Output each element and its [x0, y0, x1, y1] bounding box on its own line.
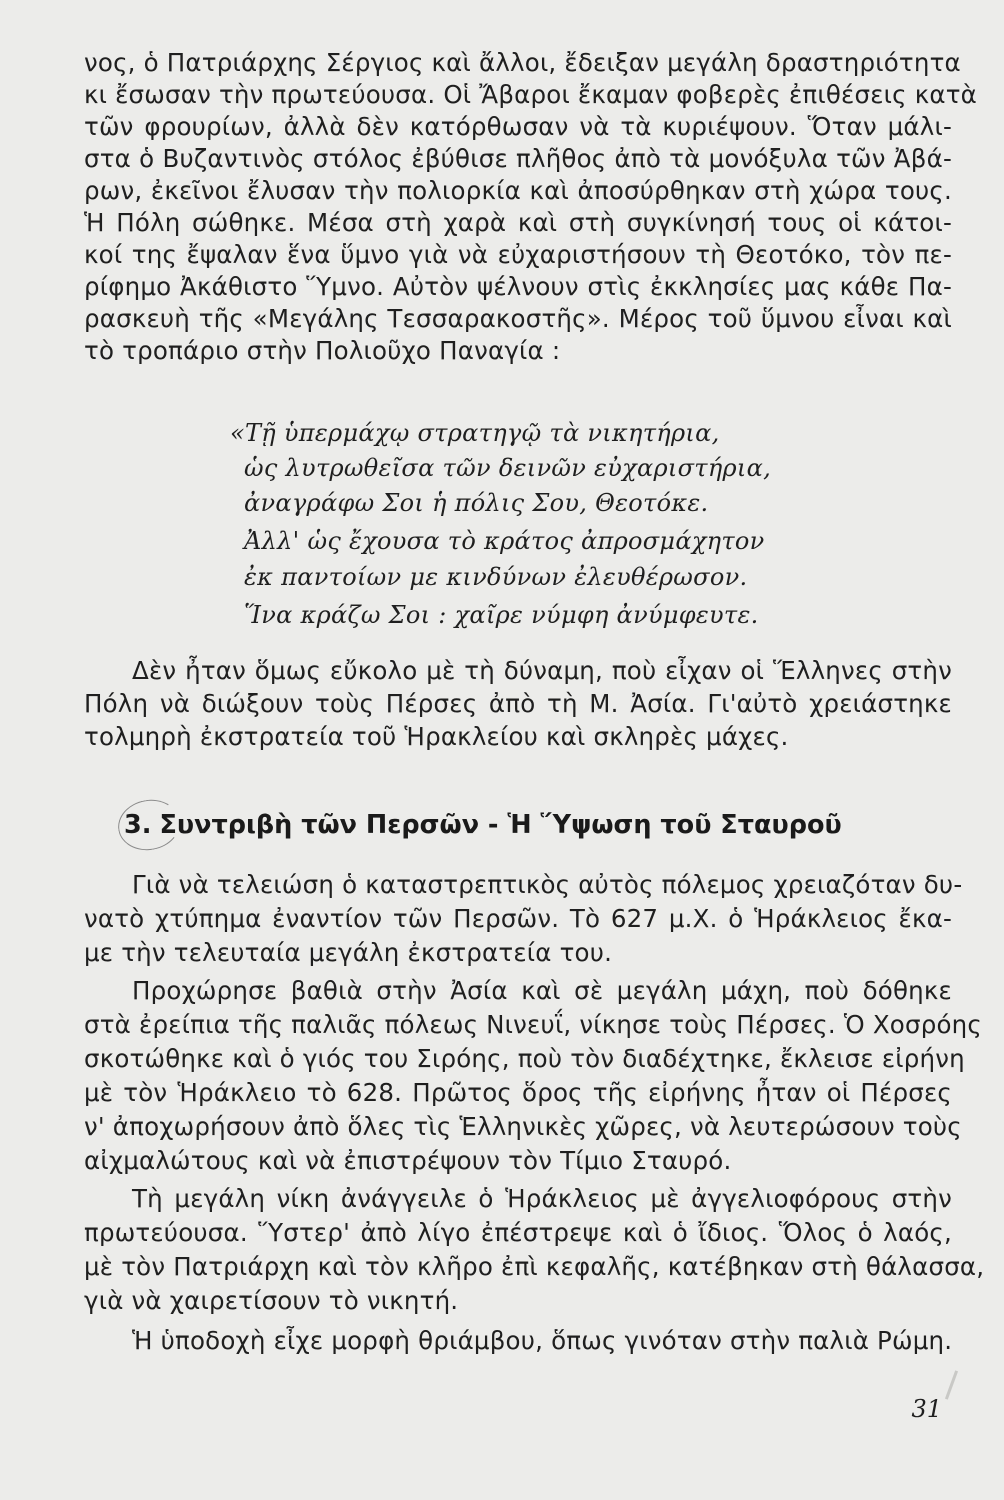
text-line: Δὲν ἦταν ὅμως εὔκολο μὲ τὴ δύναμη, ποὺ εἶχαν οἱ Ἕλληνες στὴν	[132, 656, 952, 685]
text-line: Τὴ μεγάλη νίκη ἀνάγγειλε ὁ Ἡράκλειος μὲ ἀγγελιοφόρους στὴν	[132, 1184, 952, 1213]
section-title: Συντριβὴ τῶν Περσῶν - Ἡ Ὕψωση τοῦ Σταυροῦ	[159, 810, 842, 840]
hymn-line: Ἵνα κράζω Σοι : χαῖρε νύμφη ἀνύμφευτε.	[244, 601, 759, 629]
text-line: ρασκευὴ τῆς «Μεγάλης Τεσσαρακοστῆς». Μέρος τοῦ ὕμνου εἶναι καὶ	[84, 304, 952, 333]
text-line: ν' ἀποχωρήσουν ἀπὸ ὅλες τὶς Ἑλληνικὲς χῶρες, νὰ λευτερώσουν τοὺς	[84, 1112, 962, 1141]
hymn-line: ἀναγράφω Σοι ἡ πόλις Σου, Θεοτόκε.	[244, 489, 709, 517]
section-heading	[124, 805, 842, 845]
text-line: ρίφημο Ἀκάθιστο Ὕμνο. Αὐτὸν ψέλνουν στὶς ἐκκλησίες μας κάθε Πα-	[84, 272, 952, 301]
text-line: τὸ τροπάριο στὴν Πολιοῦχο Παναγία :	[84, 336, 561, 365]
text-line: μὲ τὸν Πατριάρχη καὶ τὸν κλῆρο ἐπὶ κεφαλῆς, κατέβηκαν στὴ θάλασσα,	[84, 1252, 985, 1281]
hymn-line: ὡς λυτρωθεῖσα τῶν δεινῶν εὐχαριστήρια,	[244, 454, 772, 482]
section-number: 3.	[124, 810, 152, 840]
text-line: πρωτεύουσα. Ὕστερ' ἀπὸ λίγο ἐπέστρεψε καὶ ὁ ἴδιος. Ὅλος ὁ λαός,	[84, 1218, 952, 1247]
text-line: στὰ ἐρείπια τῆς παλιᾶς πόλεως Νινευΐ, νίκησε τοὺς Πέρσες. Ὁ Χοσρόης	[84, 1010, 982, 1039]
text-line: μὲ τὸν Ἡράκλειο τὸ 628. Πρῶτος ὅρος τῆς εἰρήνης ἦταν οἱ Πέρσες	[84, 1078, 952, 1107]
text-line: κοί της ἔψαλαν ἕνα ὕμνο γιὰ νὰ εὐχαριστήσουν τὴ Θεοτόκο, τὸν πε-	[84, 240, 952, 269]
hymn-line: Ἀλλ' ὡς ἔχουσα τὸ κράτος ἀπροσμάχητον	[244, 527, 765, 555]
text-line: στα ὁ Βυζαντινὸς στόλος ἐβύθισε πλῆθος ἀπὸ τὰ μονόξυλα τῶν Ἀβά-	[84, 144, 952, 173]
hymn-line: «Τῇ ὑπερμάχῳ στρατηγῷ τὰ νικητήρια,	[230, 419, 720, 447]
text-line: τολμηρὴ ἐκστρατεία τοῦ Ἡρακλείου καὶ σκληρὲς μάχες.	[84, 722, 789, 751]
text-line: Προχώρησε βαθιὰ στὴν Ἀσία καὶ σὲ μεγάλη μάχη, ποὺ δόθηκε	[132, 976, 952, 1005]
text-line: κι ἔσωσαν τὴν πρωτεύουσα. Οἱ Ἄβαροι ἔκαμαν φοβερὲς ἐπιθέσεις κατὰ	[84, 80, 977, 109]
hymn-line: ἐκ παντοίων με κινδύνων ἐλευθέρωσον.	[244, 563, 748, 591]
text-line: Γιὰ νὰ τελειώση ὁ καταστρεπτικὸς αὐτὸς πόλεμος χρειαζόταν δυ-	[132, 870, 963, 899]
page-number: 31	[911, 1395, 942, 1423]
text-line: Πόλη νὰ διώξουν τοὺς Πέρσες ἀπὸ τὴ Μ. Ἀσία. Γι'αὐτὸ χρειάστηκε	[84, 689, 952, 718]
text-line: αἰχμαλώτους καὶ νὰ ἐπιστρέψουν τὸν Τίμιο Σταυρό.	[84, 1146, 732, 1175]
pencil-mark	[945, 1370, 958, 1399]
text-line: Ἡ ὑποδοχὴ εἶχε μορφὴ θριάμβου, ὅπως γινόταν στὴν παλιὰ Ρώμη.	[132, 1326, 953, 1355]
text-line: ρων, ἐκεῖνοι ἔλυσαν τὴν πολιορκία καὶ ἀποσύρθηκαν στὴ χώρα τους.	[84, 176, 952, 205]
text-line: νος, ὁ Πατριάρχης Σέργιος καὶ ἄλλοι, ἔδειξαν μεγάλη δραστηριότητα	[84, 48, 961, 77]
text-line: τῶν φρουρίων, ἀλλὰ δὲν κατόρθωσαν νὰ τὰ κυριέψουν. Ὅταν μάλι-	[84, 112, 952, 141]
text-line: νατὸ χτύπημα ἐναντίον τῶν Περσῶν. Τὸ 627 μ.Χ. ὁ Ἡράκλειος ἔκα-	[84, 904, 952, 933]
text-line: Ἡ Πόλη σώθηκε. Μέσα στὴ χαρὰ καὶ στὴ συγκίνησή τους οἱ κάτοι-	[84, 208, 952, 237]
text-line: με τὴν τελευταία μεγάλη ἐκστρατεία του.	[84, 938, 613, 967]
text-line: γιὰ νὰ χαιρετίσουν τὸ νικητή.	[84, 1286, 459, 1315]
text-line: σκοτώθηκε καὶ ὁ γιός του Σιρόης, ποὺ τὸν διαδέχτηκε, ἔκλεισε εἰρήνη	[84, 1044, 965, 1073]
